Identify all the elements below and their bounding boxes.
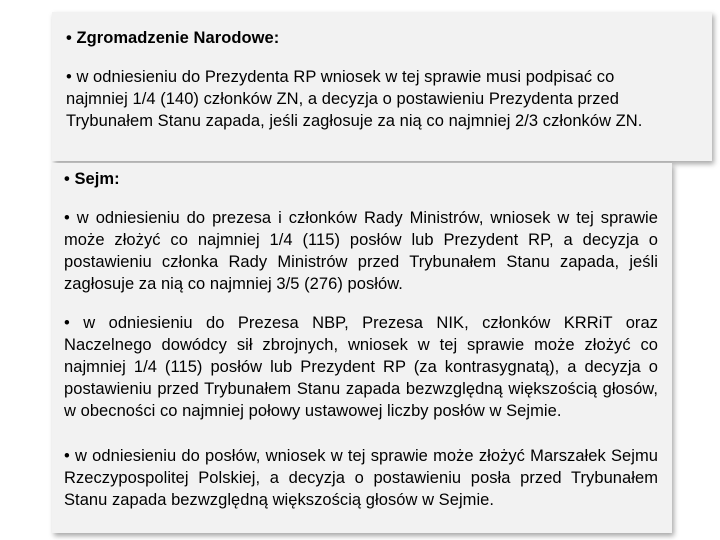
national-assembly-paragraph [66,66,712,132]
sejm-paragraph-deputies: • w odniesieniu do posłów, wniosek w tej sprawie może złożyć Marszałek Sejmu Rzeczypospolitej Polskiej, a decyzja o postawieniu posła przed Trybunałem Stanu zapada bezwzględną większością głosów w Sejmie. [64,447,658,509]
national-assembly-panel [52,12,712,161]
sejm-heading: • Sejm: [64,170,120,188]
national-assembly-line: najmniej 1/4 (140) członków ZN, a decyzja o postawieniu Prezydenta przed [66,90,619,108]
national-assembly-line: Trybunałem Stanu zapada, jeśli zagłosuje za nią co najmniej 2/3 członków ZN. [66,112,643,130]
sejm-paragraph-ministers: • w odniesieniu do prezesa i członków Rady Ministrów, wniosek w tej sprawie może złożyć co najmniej 1/4 (115) posłów lub Prezydent RP, a decyzja o postawieniu członka Rady Ministrów przed Trybunałem Stanu zapada, jeśli zagłosuje za nią co najmniej 3/5 (276) posłów. [64,209,658,293]
sejm-paragraph-officials: • w odniesieniu do Prezesa NBP, Prezesa NIK, członków KRRiT oraz Naczelnego dowódcy sił zbrojnych, wniosek w tej sprawie może złożyć co najmniej 1/4 (115) posłów lub Prezydent RP (za kontrasygnatą), a decyzja o postawieniu przed Trybunałem Stanu zapada bezwzględną większością głosów, w obecności co najmniej połowy ustawowej liczby posłów w Sejmie. [64,314,658,420]
national-assembly-line: • w odniesieniu do Prezydenta RP wniosek w tej sprawie musi podpisać co [66,68,615,86]
national-assembly-heading: • Zgromadzenie Narodowe: [66,29,280,47]
sejm-panel [52,163,672,533]
